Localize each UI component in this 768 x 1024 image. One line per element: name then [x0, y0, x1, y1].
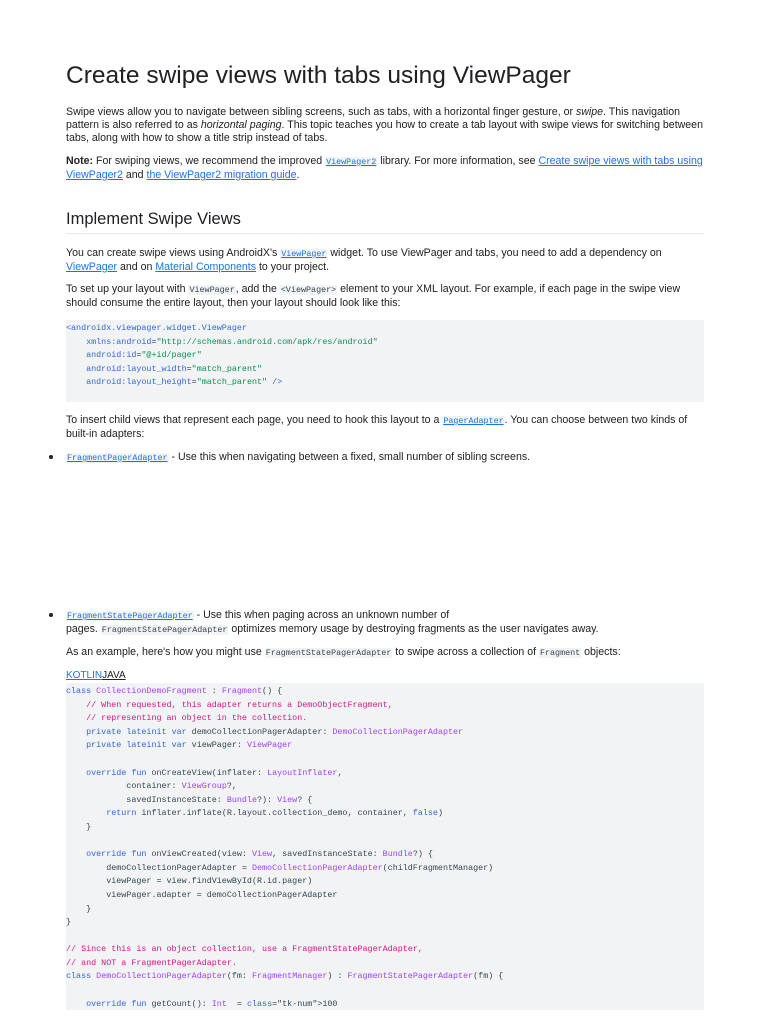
migration-guide-link[interactable]: the ViewPager2 migration guide — [146, 169, 297, 181]
kotlin-code-line: override fun onViewCreated(view: View, savedInstanceState: Bundle?) { — [86, 849, 433, 860]
para1-text-1: You can create swipe views using AndroidX's — [66, 247, 281, 259]
xml-code-line: xmlns:android="http://schemas.android.com/apk/res/android" — [86, 336, 378, 347]
para2-text-2: , add the — [235, 283, 280, 295]
bullet1-text: - Use this when navigating between a fixed, small number of sibling screens. — [168, 451, 531, 463]
xml-code-line: android:layout_width="match_parent" — [86, 363, 263, 374]
kotlin-code-line: class CollectionDemoFragment : Fragment() { — [66, 686, 283, 696]
paragraph-dependencies — [66, 247, 704, 274]
kotlin-code-line: demoCollectionPagerAdapter = DemoCollectionPagerAdapter(childFragmentManager) — [66, 862, 494, 873]
bullet-fragment-pager-adapter — [66, 451, 704, 465]
note-label: Note: — [66, 155, 94, 167]
pageradapter-code-link[interactable]: PagerAdapter — [443, 416, 504, 426]
para1-text-3: and on — [117, 261, 156, 273]
paragraph-adapters — [66, 414, 704, 441]
kotlin-code-line: } — [66, 821, 92, 832]
para2-text-3: element to your XML layout. For example, if each page in the swipe view should consume the entire layout, then your layout should look like this: — [66, 283, 681, 309]
kotlin-code-line: override fun getCount(): Int = class="tk-num">100 — [86, 998, 338, 1009]
bullet2-text-2: optimizes memory usage by destroying fragments as the user navigates away. — [228, 623, 599, 635]
kotlin-code-line: viewPager = view.findViewById(R.id.pager) — [66, 876, 313, 887]
kotlin-code-line: savedInstanceState: Bundle?): View? { — [66, 794, 313, 805]
kotlin-code-block — [66, 683, 704, 1010]
para4-text-2: to swipe across a collection of — [392, 646, 539, 658]
para2-text-1: To set up your layout with — [66, 283, 189, 295]
kotlin-code-line: viewPager.adapter = demoCollectionPagerAdapter — [66, 889, 338, 900]
bullet-marker-1 — [49, 455, 55, 461]
note-paragraph — [66, 155, 704, 182]
viewpager-link[interactable]: ViewPager — [66, 261, 118, 273]
para4-text-1: As an example, here's how you might use — [66, 646, 265, 658]
fragment-inline-code: Fragment — [539, 648, 581, 658]
kotlin-code-line: // Since this is an object collection, use a FragmentStatePagerAdapter, — [66, 944, 423, 955]
intro-text-1: Swipe views allow you to navigate between sibling screens, such as tabs, with a horizontal finger gesture, or — [66, 106, 576, 118]
paragraph-example — [66, 646, 704, 660]
kotlin-code-line: private lateinit var viewPager: ViewPager — [86, 740, 293, 751]
viewpager-inline-code: ViewPager — [189, 285, 235, 295]
kotlin-code-line — [66, 835, 704, 849]
intro-text-2: . This navigation pattern is also referred to as — [66, 106, 680, 131]
note-text-4: . — [296, 169, 300, 181]
kotlin-code-line — [66, 753, 704, 767]
fragmentstatepageradapter-code-link[interactable]: FragmentStatePagerAdapter — [67, 611, 193, 621]
kotlin-code-line: } — [66, 903, 92, 914]
kotlin-code-line: private lateinit var demoCollectionPagerAdapter: DemoCollectionPagerAdapter — [86, 726, 464, 737]
para3-text-1: To insert child views that represent each page, you need to hook this layout to a — [66, 414, 443, 426]
intro-emphasis-swipe: swipe — [575, 106, 604, 118]
material-components-link[interactable]: Material Components — [155, 261, 257, 273]
kotlin-code-line — [66, 984, 704, 998]
paragraph-layout-setup — [66, 283, 704, 310]
intro-text-3: . This topic teaches you how to create a tab layout with swipe views for switching between tabs, along with how to show a title strip instead of tabs. — [66, 119, 703, 144]
viewpager-code-link[interactable]: ViewPager — [281, 249, 327, 259]
kotlin-code-line — [66, 930, 704, 944]
para1-text-4: to your project. — [256, 261, 330, 273]
kotlin-code-line: // When requested, this adapter returns a DemoObjectFragment, — [66, 699, 393, 710]
para3-text-2: . You can choose between two kinds of built-in adapters: — [66, 414, 688, 440]
note-text-3: and — [122, 169, 147, 181]
tab-kotlin[interactable]: KOTLIN — [66, 670, 103, 681]
bullet2-text-1-rest: pages. — [66, 623, 101, 635]
xml-code-line: android:id="@+id/pager" — [86, 350, 202, 361]
viewpager-element-inline-code: <ViewPager> — [280, 285, 337, 295]
kotlin-code-line: container: ViewGroup?, — [66, 781, 237, 792]
bullet-marker-2 — [49, 613, 55, 619]
xml-code-line: <androidx.viewpager.widget.ViewPager — [66, 323, 247, 333]
intro-emphasis-horizontal-paging: horizontal paging — [200, 119, 282, 131]
kotlin-code-line: class DemoCollectionPagerAdapter(fm: FragmentManager) : FragmentStatePagerAdapter(fm) { — [66, 971, 504, 982]
heading-divider — [66, 233, 704, 234]
intro-paragraph — [66, 106, 704, 145]
kotlin-code-line: return inflater.inflate(R.layout.collection_demo, container, false) — [106, 808, 443, 819]
kotlin-code-line: } — [66, 917, 72, 928]
kotlin-code-line: // and NOT a FragmentPagerAdapter. — [66, 957, 237, 968]
fragmentpageradapter-code-link[interactable]: FragmentPagerAdapter — [67, 453, 168, 463]
fragmentstatepageradapter-inline-code-2: FragmentStatePagerAdapter — [101, 625, 228, 635]
para4-text-3: objects: — [581, 646, 621, 658]
tab-java[interactable]: JAVA — [102, 670, 126, 681]
viewpager2-guide-link[interactable]: Create swipe views with tabs using ViewPager2 — [66, 155, 703, 181]
xml-code-line: android:layout_height="match_parent" /> — [86, 377, 283, 388]
kotlin-code-line: // representing an object in the collection. — [66, 713, 308, 724]
bullet-fragment-state-pager-adapter — [66, 609, 704, 635]
note-text-2: library. For more information, see — [377, 155, 539, 167]
viewpager2-code-link[interactable]: ViewPager2 — [326, 157, 377, 167]
para1-text-2: widget. To use ViewPager and tabs, you need to add a dependency on — [327, 247, 662, 259]
page-title: Create swipe views with tabs using ViewPager — [66, 62, 571, 89]
note-text-1: For swiping views, we recommend the improved — [93, 155, 326, 167]
section-heading: Implement Swipe Views — [66, 210, 241, 228]
fragmentstatepageradapter-inline-code: FragmentStatePagerAdapter — [265, 648, 392, 658]
xml-code-block — [66, 320, 704, 402]
bullet2-text-1: - Use this when paging across an unknown number of — [193, 609, 450, 621]
kotlin-code-line: override fun onCreateView(inflater: LayoutInflater, — [86, 767, 343, 778]
language-tabs — [66, 670, 126, 681]
